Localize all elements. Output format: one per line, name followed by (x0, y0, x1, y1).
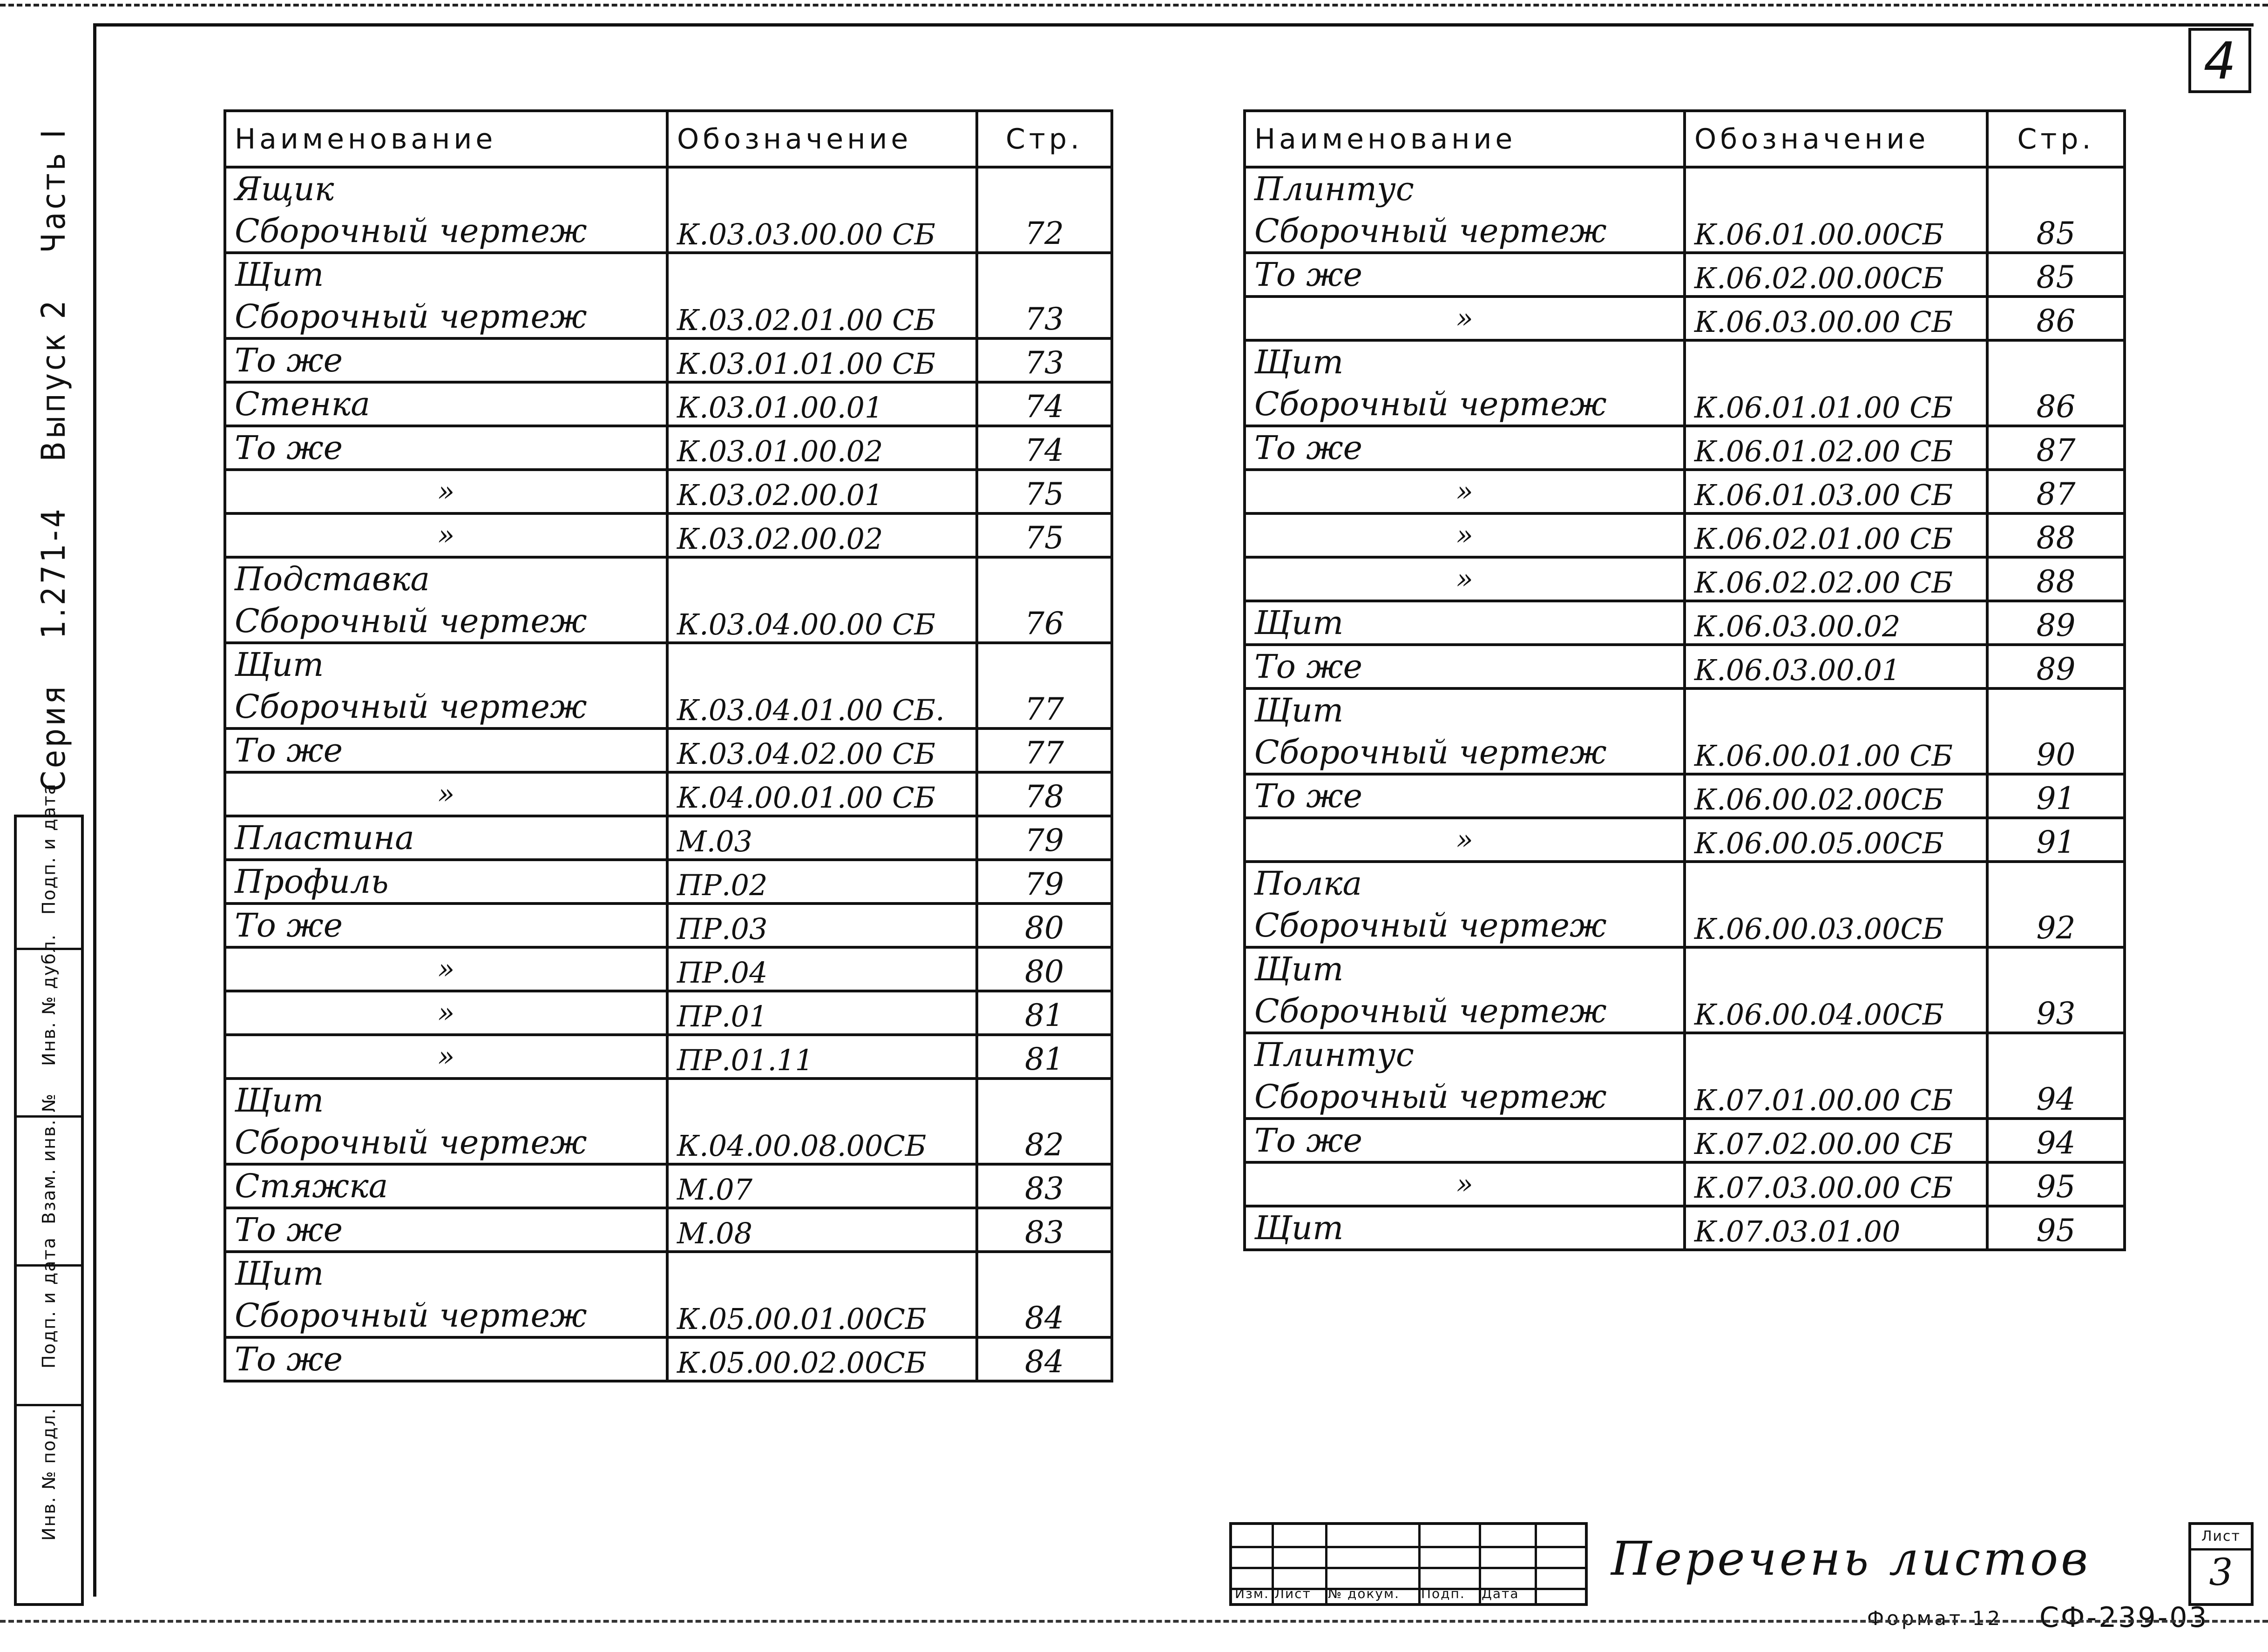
stamp-cell (17, 783, 81, 948)
table-row (1245, 1162, 2125, 1206)
row-code-cell: К.05.00.01.00СБ (667, 1252, 977, 1337)
table-row (225, 1035, 1112, 1079)
document-number: СФ-239-03 (2039, 1601, 2209, 1634)
table-row (1245, 774, 2125, 818)
item-name: То же (235, 429, 343, 467)
item-name: Щит (235, 646, 324, 684)
revision-column-label: Дата (1482, 1586, 1519, 1601)
row-page-cell: 91 (1987, 774, 2125, 818)
row-code-cell: К.03.01.00.01 (667, 382, 977, 426)
item-name: Подставка (235, 560, 430, 598)
item-name: То же (235, 731, 343, 769)
item-name: Стенка (235, 385, 371, 423)
item-name: » (1456, 302, 1473, 335)
item-name: Полка (1254, 864, 1362, 903)
table-row (1245, 601, 2125, 645)
table-row (225, 772, 1112, 816)
table-row (1245, 1206, 2125, 1250)
row-code-cell: К.03.04.00.00 СБ (667, 557, 977, 643)
row-name-cell (1245, 513, 1685, 557)
table-row (1245, 1033, 2125, 1119)
row-code-cell: К.06.02.01.00 СБ (1685, 513, 1987, 557)
table-row (225, 991, 1112, 1035)
row-code-cell: ПР.04 (667, 947, 977, 991)
item-name: » (437, 953, 455, 985)
row-name-cell (1245, 1206, 1685, 1250)
row-code-cell: К.03.02.01.00 СБ (667, 253, 977, 338)
grid-line (1535, 1525, 1537, 1603)
grid-line (1325, 1525, 1327, 1603)
item-name: Плинтус (1254, 170, 1414, 208)
row-name-cell (225, 904, 667, 947)
item-name: То же (1254, 256, 1363, 294)
table-row (225, 426, 1112, 470)
table-row (1245, 470, 2125, 513)
item-name: То же (235, 1340, 343, 1378)
row-code-cell: К.06.03.00.01 (1685, 645, 1987, 688)
item-subtitle: Сборочный чертеж (235, 1296, 587, 1335)
grid-line (1418, 1525, 1421, 1603)
table-row (1245, 947, 2125, 1033)
row-name-cell (225, 1252, 667, 1337)
sheet-index-table-left (223, 109, 1113, 1382)
row-page-cell: 85 (1987, 253, 2125, 297)
row-name-cell (225, 338, 667, 382)
row-page-cell: 85 (1987, 167, 2125, 253)
stamp-label: Инв. № подл. (39, 1407, 59, 1541)
item-name: То же (1254, 1121, 1363, 1160)
row-name-cell (225, 167, 667, 253)
table-row (1245, 645, 2125, 688)
row-code-cell: К.07.03.01.00 (1685, 1206, 1987, 1250)
item-subtitle: Сборочный чертеж (235, 1123, 587, 1161)
item-name: » (1456, 823, 1473, 856)
row-name-cell (225, 1208, 667, 1252)
row-page-cell: 80 (977, 947, 1112, 991)
table-row (225, 904, 1112, 947)
table-row (225, 1252, 1112, 1337)
item-name: Пластина (235, 819, 414, 857)
item-name: » (1456, 1168, 1473, 1200)
row-page-cell: 72 (977, 167, 1112, 253)
stamp-label: Взам. инв. № (39, 1092, 59, 1224)
row-code-cell: М.08 (667, 1208, 977, 1252)
row-name-cell (1245, 167, 1685, 253)
stamp-label: Подп. и дата (39, 783, 59, 915)
row-page-cell: 80 (977, 904, 1112, 947)
row-name-cell (1245, 862, 1685, 947)
row-page-cell: 88 (1987, 513, 2125, 557)
table-row (225, 513, 1112, 557)
row-page-cell: 94 (1987, 1033, 2125, 1119)
item-subtitle: Сборочный чертеж (1254, 906, 1607, 944)
row-page-cell: 92 (1987, 862, 2125, 947)
row-name-cell (225, 426, 667, 470)
row-code-cell: К.06.01.03.00 СБ (1685, 470, 1987, 513)
row-name-cell (225, 1337, 667, 1381)
row-page-cell: 86 (1987, 297, 2125, 340)
row-code-cell: К.06.01.00.00СБ (1685, 167, 1987, 253)
stamp-label: Инв. № дубл. (39, 934, 59, 1066)
row-name-cell (1245, 688, 1685, 774)
row-page-cell: 95 (1987, 1206, 2125, 1250)
table-row (225, 1164, 1112, 1208)
row-name-cell (1245, 1162, 1685, 1206)
row-code-cell: К.06.00.03.00СБ (1685, 862, 1987, 947)
row-name-cell (225, 816, 667, 860)
row-name-cell (1245, 340, 1685, 426)
row-page-cell: 79 (977, 816, 1112, 860)
row-page-cell: 73 (977, 253, 1112, 338)
row-name-cell (1245, 253, 1685, 297)
row-name-cell (1245, 601, 1685, 645)
table-row (1245, 167, 2125, 253)
row-page-cell: 86 (1987, 340, 2125, 426)
row-code-cell: М.03 (667, 816, 977, 860)
item-subtitle: Сборочный чертеж (235, 212, 587, 250)
item-name: » (437, 778, 455, 810)
row-code-cell: К.07.03.00.00 СБ (1685, 1162, 1987, 1206)
row-page-cell: 90 (1987, 688, 2125, 774)
table-row (225, 557, 1112, 643)
row-name-cell (1245, 470, 1685, 513)
item-name: Ящик (235, 170, 334, 208)
item-name: » (437, 475, 455, 508)
row-page-cell: 81 (977, 1035, 1112, 1079)
row-page-cell: 84 (977, 1337, 1112, 1381)
row-page-cell: 75 (977, 470, 1112, 513)
header-page: Стр. (1987, 111, 2125, 167)
header-page: Стр. (977, 111, 1112, 167)
item-name: » (437, 997, 455, 1029)
row-page-cell: 76 (977, 557, 1112, 643)
row-name-cell (1245, 774, 1685, 818)
row-page-cell: 89 (1987, 601, 2125, 645)
sheet-label: Лист (2191, 1525, 2251, 1551)
format-label: Формат 12 (1867, 1607, 2003, 1630)
row-code-cell: К.03.02.00.01 (667, 470, 977, 513)
table-row (225, 470, 1112, 513)
row-name-cell (225, 860, 667, 904)
sheet-number: 3 (2209, 1551, 2233, 1594)
row-name-cell (225, 1164, 667, 1208)
row-code-cell: К.06.01.01.00 СБ (1685, 340, 1987, 426)
item-name: Щит (1254, 691, 1344, 729)
item-name: Щит (1254, 343, 1344, 381)
approval-stamp-strip (14, 783, 84, 1606)
table-row (225, 816, 1112, 860)
row-code-cell: К.03.02.00.02 (667, 513, 977, 557)
row-code-cell: К.07.01.00.00 СБ (1685, 1033, 1987, 1119)
table-row (1245, 1119, 2125, 1162)
item-name: То же (1254, 429, 1363, 467)
item-name: То же (235, 341, 343, 379)
row-page-cell: 83 (977, 1164, 1112, 1208)
row-code-cell: К.06.03.00.02 (1685, 601, 1987, 645)
table-row (1245, 862, 2125, 947)
row-code-cell: К.03.01.01.00 СБ (667, 338, 977, 382)
table-row (225, 167, 1112, 253)
row-name-cell (1245, 947, 1685, 1033)
row-name-cell (1245, 557, 1685, 601)
item-name: Стяжка (235, 1167, 388, 1205)
row-page-cell: 88 (1987, 557, 2125, 601)
item-name: » (1456, 519, 1473, 552)
grid-line (1272, 1525, 1274, 1603)
header-code: Обозначение (1685, 111, 1987, 167)
row-page-cell: 94 (1987, 1119, 2125, 1162)
item-name: Щит (1254, 950, 1344, 988)
row-name-cell (225, 991, 667, 1035)
document-title: Перечень листов (1611, 1531, 2091, 1586)
revision-column-label: Подп. (1421, 1586, 1465, 1601)
item-name: Профиль (235, 863, 389, 901)
row-name-cell (225, 728, 667, 772)
row-code-cell: ПР.01.11 (667, 1035, 977, 1079)
row-page-cell: 74 (977, 382, 1112, 426)
stamp-cell (17, 1404, 81, 1611)
table-row (225, 1337, 1112, 1381)
row-code-cell: К.04.00.08.00СБ (667, 1079, 977, 1164)
row-page-cell: 87 (1987, 470, 2125, 513)
row-name-cell (225, 643, 667, 728)
item-subtitle: Сборочный чертеж (1254, 992, 1607, 1030)
row-code-cell: К.06.00.04.00СБ (1685, 947, 1987, 1033)
top-sheet-number: 4 (2188, 28, 2251, 93)
row-name-cell (225, 253, 667, 338)
revision-column-label: Лист (1274, 1586, 1311, 1601)
header-name: Наименование (225, 111, 667, 167)
table-row (1245, 297, 2125, 340)
row-page-cell: 77 (977, 728, 1112, 772)
grid-line (1232, 1546, 1585, 1548)
row-code-cell: К.06.00.02.00СБ (1685, 774, 1987, 818)
row-code-cell: К.03.04.01.00 СБ. (667, 643, 977, 728)
row-code-cell: К.06.02.00.00СБ (1685, 253, 1987, 297)
table-header-row (1245, 111, 2125, 167)
item-name: Щит (1254, 604, 1344, 642)
item-name: Плинтус (1254, 1036, 1414, 1074)
table-row (1245, 340, 2125, 426)
item-subtitle: Сборочный чертеж (1254, 1078, 1607, 1116)
row-name-cell (225, 470, 667, 513)
table-row (1245, 253, 2125, 297)
row-page-cell: 93 (1987, 947, 2125, 1033)
item-subtitle: Сборочный чертеж (235, 688, 587, 726)
row-page-cell: 77 (977, 643, 1112, 728)
item-name: Щит (235, 1081, 324, 1119)
row-code-cell: К.07.02.00.00 СБ (1685, 1119, 1987, 1162)
row-page-cell: 87 (1987, 426, 2125, 470)
table-row (225, 860, 1112, 904)
row-page-cell: 73 (977, 338, 1112, 382)
stamp-cell (17, 1237, 81, 1406)
row-name-cell (1245, 426, 1685, 470)
table-header-row (225, 111, 1112, 167)
row-page-cell: 74 (977, 426, 1112, 470)
table-row (225, 338, 1112, 382)
item-subtitle: Сборочный чертеж (1254, 212, 1607, 250)
item-subtitle: Сборочный чертеж (235, 602, 587, 640)
row-name-cell (225, 513, 667, 557)
table-row (225, 643, 1112, 728)
stamp-cell (17, 934, 81, 1118)
row-name-cell (225, 1035, 667, 1079)
item-name: То же (235, 906, 343, 944)
row-code-cell: ПР.03 (667, 904, 977, 947)
item-subtitle: Сборочный чертеж (235, 297, 587, 336)
row-name-cell (225, 772, 667, 816)
item-name: » (437, 1040, 455, 1073)
top-trim-line (0, 4, 2268, 7)
item-subtitle: Сборочный чертеж (1254, 385, 1607, 423)
row-code-cell: К.06.03.00.00 СБ (1685, 297, 1987, 340)
row-code-cell: К.03.01.00.02 (667, 426, 977, 470)
series-title-vertical (19, 116, 88, 791)
row-page-cell: 79 (977, 860, 1112, 904)
item-subtitle: Сборочный чертеж (1254, 733, 1607, 771)
row-code-cell: К.03.03.00.00 СБ (667, 167, 977, 253)
row-name-cell (1245, 297, 1685, 340)
row-name-cell (1245, 818, 1685, 862)
row-page-cell: 78 (977, 772, 1112, 816)
item-name: » (1456, 563, 1473, 595)
series-label: Серия (34, 683, 73, 791)
row-page-cell: 81 (977, 991, 1112, 1035)
item-name: То же (1254, 777, 1363, 815)
row-name-cell (1245, 1033, 1685, 1119)
row-name-cell (1245, 645, 1685, 688)
table-row (225, 1079, 1112, 1164)
item-name: То же (235, 1211, 343, 1249)
header-name: Наименование (1245, 111, 1685, 167)
row-name-cell (225, 382, 667, 426)
stamp-label: Подп. и дата (39, 1237, 59, 1369)
part-label: Часть I (34, 127, 73, 253)
row-code-cell: К.06.02.02.00 СБ (1685, 557, 1987, 601)
table-row (1245, 513, 2125, 557)
item-name: Щит (235, 1254, 324, 1293)
table-row (225, 947, 1112, 991)
item-name: Щит (235, 256, 324, 294)
revision-column-label: № докум. (1328, 1586, 1400, 1601)
grid-line (1232, 1567, 1585, 1569)
row-page-cell: 84 (977, 1252, 1112, 1337)
row-name-cell (225, 1079, 667, 1164)
table-row (225, 382, 1112, 426)
row-name-cell (225, 557, 667, 643)
table-row (1245, 557, 2125, 601)
row-code-cell: К.06.01.02.00 СБ (1685, 426, 1987, 470)
table-row (1245, 688, 2125, 774)
table-row (225, 728, 1112, 772)
row-code-cell: ПР.01 (667, 991, 977, 1035)
row-code-cell: М.07 (667, 1164, 977, 1208)
table-row (1245, 426, 2125, 470)
row-code-cell: К.03.04.02.00 СБ (667, 728, 977, 772)
row-name-cell (225, 947, 667, 991)
row-code-cell: К.06.00.01.00 СБ (1685, 688, 1987, 774)
header-code: Обозначение (667, 111, 977, 167)
row-page-cell: 83 (977, 1208, 1112, 1252)
row-page-cell: 91 (1987, 818, 2125, 862)
item-name: » (437, 519, 455, 552)
row-code-cell: К.05.00.02.00СБ (667, 1337, 977, 1381)
row-code-cell: К.04.00.01.00 СБ (667, 772, 977, 816)
row-code-cell: К.06.00.05.00СБ (1685, 818, 1987, 862)
sheet-number-box (2188, 1522, 2254, 1606)
item-name: То же (1254, 647, 1363, 686)
table-row (225, 253, 1112, 338)
bottom-trim-line (0, 1620, 2268, 1623)
issue-label: Выпуск 2 (34, 297, 73, 462)
row-page-cell: 95 (1987, 1162, 2125, 1206)
item-name: Щит (1254, 1209, 1344, 1247)
table-row (1245, 818, 2125, 862)
row-code-cell: ПР.02 (667, 860, 977, 904)
title-block (1229, 1522, 2254, 1606)
row-page-cell: 82 (977, 1079, 1112, 1164)
row-page-cell: 75 (977, 513, 1112, 557)
revision-column-label: Изм. (1235, 1586, 1269, 1601)
sheet-index-table-right (1243, 109, 2126, 1251)
table-row (225, 1208, 1112, 1252)
revision-grid (1229, 1522, 1588, 1606)
grid-line (1479, 1525, 1481, 1603)
row-page-cell: 89 (1987, 645, 2125, 688)
row-name-cell (1245, 1119, 1685, 1162)
series-value: 1.271-4 (34, 506, 73, 639)
item-name: » (1456, 475, 1473, 508)
